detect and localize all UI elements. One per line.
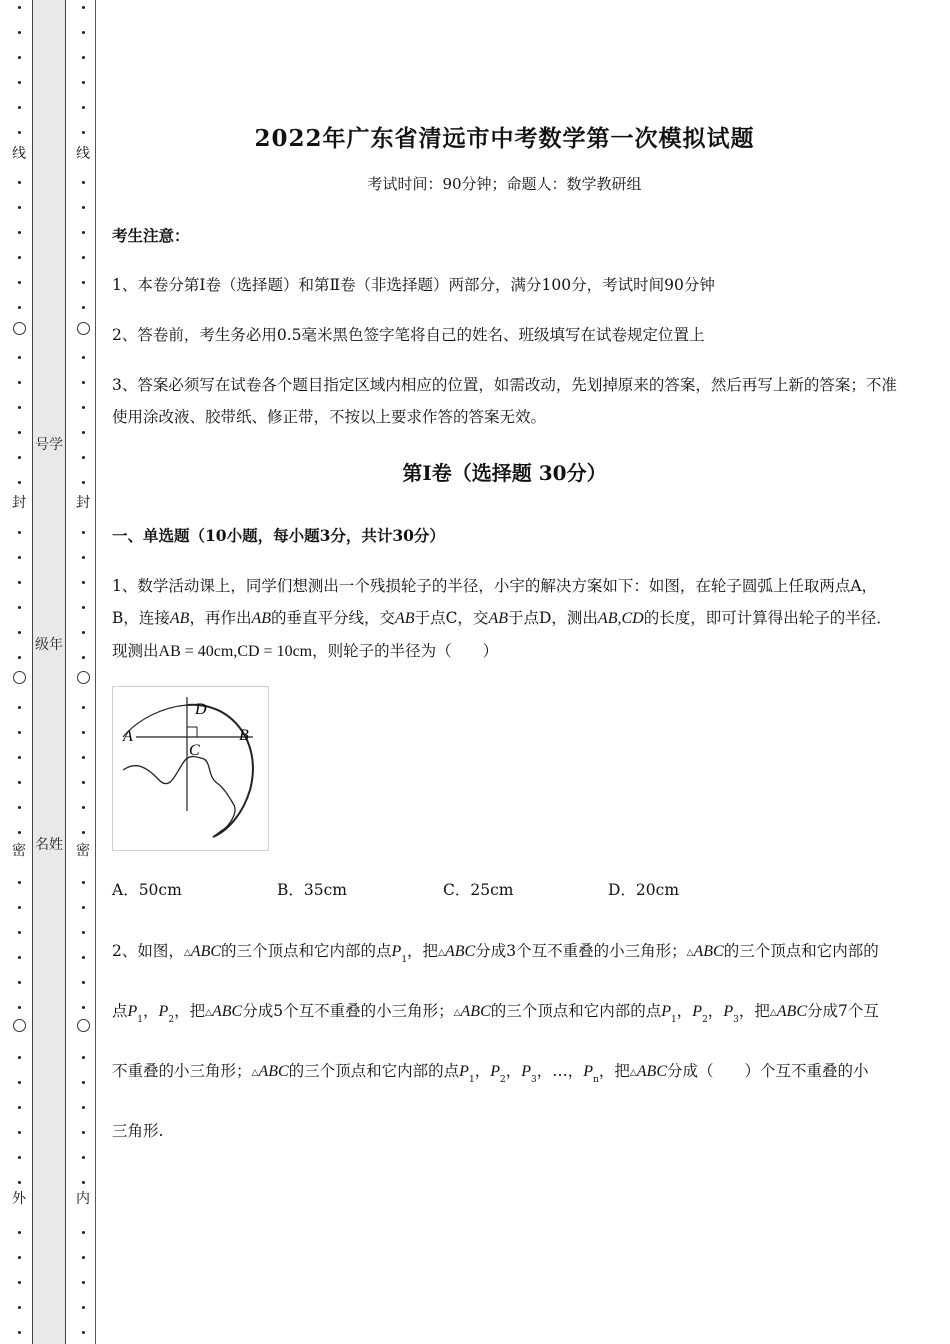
binding-dot: [18, 656, 21, 659]
binding-dot: [18, 431, 21, 434]
binding-dot: [18, 1306, 21, 1309]
binding-dot: [18, 6, 21, 9]
binding-dot: [18, 1181, 21, 1184]
binding-dot: [18, 581, 21, 584]
binding-dot: [18, 806, 21, 809]
binding-dot: [82, 1156, 85, 1159]
option-a[interactable]: A．50cm: [112, 881, 182, 899]
binding-char-feng: 封: [76, 495, 90, 511]
binding-dot: [82, 381, 85, 384]
binding-dot: [82, 456, 85, 459]
point-label-b: B: [239, 727, 249, 744]
binding-dot: [18, 906, 21, 909]
binding-dot: [82, 1256, 85, 1259]
binding-dot: [82, 481, 85, 484]
binding-dot: [82, 6, 85, 9]
binding-dot: [82, 1131, 85, 1134]
binding-dot: [18, 281, 21, 284]
binding-dot: [82, 431, 85, 434]
binding-dot: [18, 981, 21, 984]
binding-dot: [82, 206, 85, 209]
binding-dot: [82, 306, 85, 309]
binding-dot: [18, 881, 21, 884]
binding-circle-mark: [77, 322, 90, 335]
binding-dot: [18, 1106, 21, 1109]
binding-char-mi: 密: [76, 843, 90, 859]
option-b[interactable]: B．35cm: [277, 881, 347, 899]
binding-dot: [82, 1331, 85, 1334]
binding-dot: [18, 406, 21, 409]
binding-dot: [18, 531, 21, 534]
binding-dot: [82, 406, 85, 409]
wheel-figure: [112, 686, 269, 851]
binding-dot: [82, 356, 85, 359]
option-d[interactable]: D．20cm: [608, 881, 680, 899]
binding-dot: [82, 56, 85, 59]
binding-dot: [18, 556, 21, 559]
binding-dot: [18, 756, 21, 759]
binding-dot: [82, 806, 85, 809]
point-label-a: A: [123, 728, 133, 745]
binding-dot: [82, 131, 85, 134]
binding-dot: [82, 1231, 85, 1234]
binding-dot: [82, 631, 85, 634]
section-title: 第I卷（选择题 30分）: [402, 461, 607, 485]
binding-dot: [82, 831, 85, 834]
binding-dot: [82, 731, 85, 734]
binding-circle-mark: [77, 1019, 90, 1032]
binding-dot: [18, 256, 21, 259]
binding-dot: [18, 956, 21, 959]
binding-dot: [82, 981, 85, 984]
binding-circle-mark: [13, 1019, 26, 1032]
binding-dot: [18, 1081, 21, 1084]
binding-char-wai: 外: [12, 1191, 26, 1207]
binding-dot: [18, 206, 21, 209]
binding-dot: [18, 1281, 21, 1284]
binding-dot: [18, 1231, 21, 1234]
binding-dot: [82, 31, 85, 34]
name-label: 名姓: [35, 837, 63, 853]
binding-dot: [82, 756, 85, 759]
binding-dot: [18, 606, 21, 609]
binding-char-mi: 密: [12, 843, 26, 859]
binding-dot: [82, 581, 85, 584]
binding-dot: [18, 381, 21, 384]
binding-dot: [82, 881, 85, 884]
binding-dot: [18, 56, 21, 59]
question-1-text: 1、数学活动课上，同学们想测出一个残损轮子的半径，小宇的解决方案如下：如图，在轮子圆弧上任取两点A，B，连接AB，再作出AB的垂直平分线，交AB于点C，交AB于点D，测出AB,CD的长度，即可计算得出轮子的半径．现测出AB = 40cm,CD = 10cm，则轮子的半径为（ ）: [112, 577, 892, 660]
binding-dot: [18, 1056, 21, 1059]
binding-circle-mark: [13, 671, 26, 684]
binding-dot: [18, 231, 21, 234]
binding-dot: [18, 1331, 21, 1334]
binding-dot: [18, 1131, 21, 1134]
binding-dot: [82, 781, 85, 784]
binding-dot: [82, 81, 85, 84]
binding-dot: [82, 1056, 85, 1059]
binding-dot: [18, 81, 21, 84]
question-2-text: 2、如图，△ABC的三个顶点和它内部的点$P_1$，把△ABC分成3个互不重叠的小三角形；△ABC的三个顶点和它内部的点$P_1$，$P_2$，把△ABC分成5个互不重叠的小三角形；△ABC的三个顶点和它内部的点$P_1$，$P_2$，$P_3$，把△ABC分成7个互不重叠的小三角形；△ABC的三个顶点和它内部的点$P_1$，$P_2$，$P_3$，…，$P_n$，把△ABC分成（ ）个互不重叠的小三角形.: [112, 942, 879, 1140]
exam-title: 2022年广东省清远市中考数学第一次模拟试题: [254, 125, 755, 152]
binding-dot: [18, 106, 21, 109]
part-heading: 一、单选题（10小题，每小题3分，共计30分）: [112, 526, 445, 545]
binding-dot: [18, 831, 21, 834]
binding-dot: [82, 1006, 85, 1009]
binding-dot: [82, 656, 85, 659]
binding-dot: [18, 131, 21, 134]
binding-dot: [18, 631, 21, 634]
binding-dot: [18, 706, 21, 709]
binding-dot: [82, 556, 85, 559]
binding-dot: [82, 256, 85, 259]
notice-item-1: 1、本卷分第Ⅰ卷（选择题）和第Ⅱ卷（非选择题）两部分，满分100分，考试时间90分钟: [112, 276, 715, 294]
notice-heading: 考生注意：: [112, 226, 190, 245]
binding-dot: [82, 956, 85, 959]
binding-dot: [18, 181, 21, 184]
binding-dot: [18, 356, 21, 359]
binding-dot: [18, 306, 21, 309]
binding-dot: [82, 931, 85, 934]
binding-dot: [82, 606, 85, 609]
notice-item-2: 2、答卷前，考生务必用0.5毫米黑色签字笔将自己的姓名、班级填写在试卷规定位置上: [112, 326, 705, 344]
binding-dot: [18, 456, 21, 459]
binding-dot: [82, 231, 85, 234]
binding-dot: [82, 1106, 85, 1109]
binding-char-xian: 线: [12, 146, 26, 162]
content-border-line: [95, 0, 96, 1344]
wheel-diagram: [113, 687, 268, 850]
binding-dot: [18, 31, 21, 34]
binding-dot: [82, 181, 85, 184]
option-c[interactable]: C．25cm: [443, 881, 514, 899]
binding-dot: [82, 1306, 85, 1309]
binding-circle-mark: [13, 322, 26, 335]
student-info-strip: [32, 0, 66, 1344]
binding-dot: [18, 1156, 21, 1159]
point-label-d: D: [195, 701, 207, 718]
binding-dot: [18, 1006, 21, 1009]
student-id-label: 号学: [35, 437, 63, 453]
binding-dot: [82, 106, 85, 109]
binding-char-xian: 线: [76, 146, 90, 162]
binding-dot: [82, 706, 85, 709]
binding-dot: [18, 731, 21, 734]
exam-subtitle: 考试时间：90分钟；命题人：数学教研组: [367, 175, 642, 193]
binding-char-nei: 内: [76, 1191, 90, 1207]
binding-dot: [82, 1081, 85, 1084]
binding-dot: [18, 781, 21, 784]
binding-dotted-line-inner: [64, 0, 102, 1344]
binding-dot: [18, 481, 21, 484]
binding-dot: [18, 1256, 21, 1259]
notice-item-3: 3、答案必须写在试卷各个题目指定区域内相应的位置，如需改动，先划掉原来的答案，然后再写上新的答案；不准使用涂改液、胶带纸、修正带，不按以上要求作答的答案无效。: [112, 376, 897, 426]
binding-dot: [82, 906, 85, 909]
binding-dot: [82, 1181, 85, 1184]
binding-circle-mark: [77, 671, 90, 684]
binding-char-feng: 封: [12, 495, 26, 511]
binding-dot: [82, 531, 85, 534]
class-label: 级年: [35, 637, 63, 653]
binding-dot: [18, 931, 21, 934]
binding-dot: [82, 1281, 85, 1284]
binding-dot: [82, 281, 85, 284]
point-label-c: C: [189, 742, 200, 759]
